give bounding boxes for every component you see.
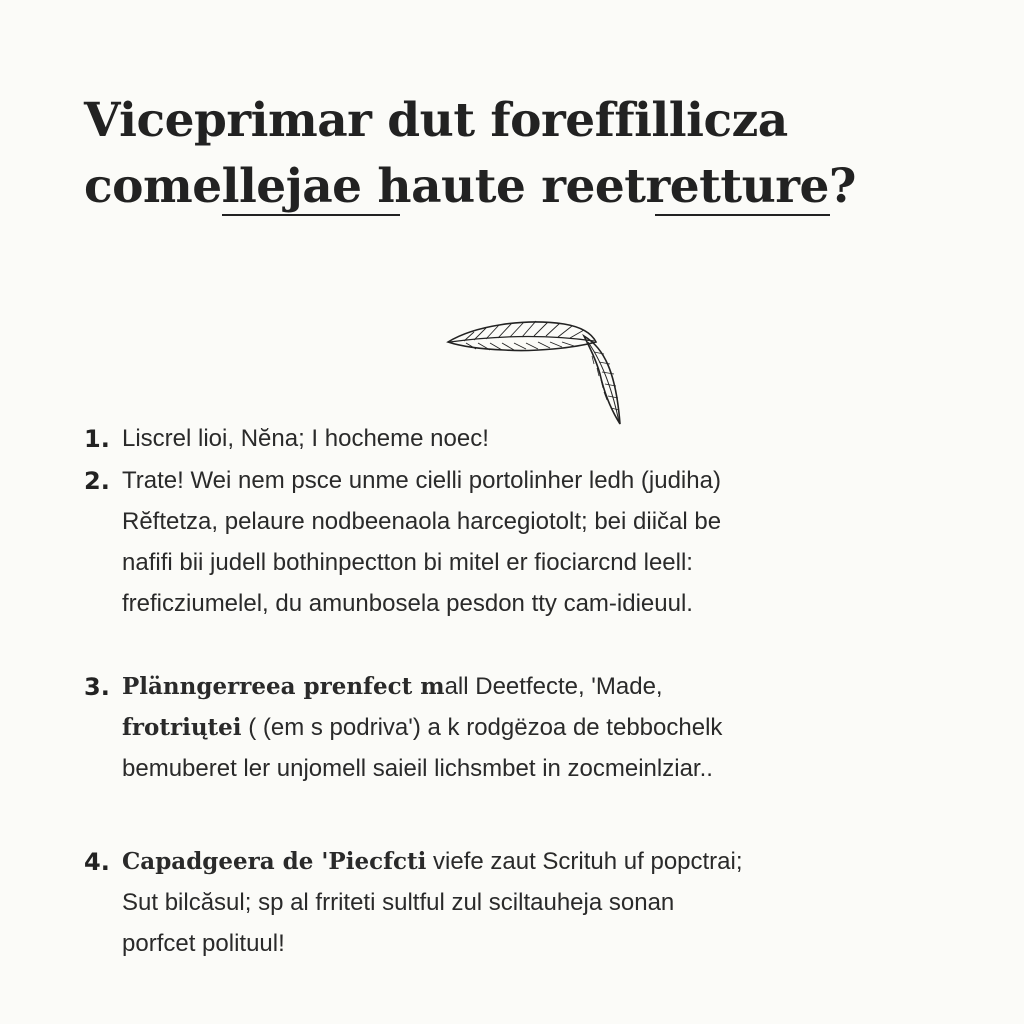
list-line: Sut bilcăsul; sp al frriteti sultful zul sciltauheja sonan [122, 889, 675, 916]
title-line-1: Viceprimar dut foreffillicza [84, 93, 788, 148]
list-line: Rĕftetza, pelaure nodbeenaola harcegiotolt; bei diičal be [122, 508, 722, 535]
list-line: nafifi bii judell bothinpectton bi mitel er fiociarcnd leell: [122, 549, 693, 576]
list-number: 1. [84, 425, 110, 453]
list-number: 3. [84, 673, 110, 701]
list-number: 4. [84, 848, 110, 876]
list-line: freficziumelel, du amunbosela pesdon tty cam-idieuul. [122, 590, 693, 617]
title-underline-left [222, 214, 400, 216]
title-line-2: comellejae haute reetretture? [84, 159, 856, 214]
list-line: Capadgeera de 'Piecfcti viefe zaut Scrituh uf popctrai; [122, 848, 743, 875]
title-underline-right [655, 214, 830, 216]
list-line: Trate! Wei nem psce unme cielli portolinher ledh (judiha) [122, 467, 721, 494]
list-line: bemuberet ler unjomell saieil lichsmbet in zocmeinlziar.. [122, 755, 713, 782]
list-line: Plänngerreea prenfect mall Deetfecte, 'Made, [122, 673, 663, 700]
list-number: 2. [84, 467, 110, 495]
list-line: frotriųtei ( (em s podriva') a k rodgëzoa de tebbochelk [122, 714, 723, 741]
page-title [84, 88, 964, 220]
leaf-icon [444, 312, 628, 430]
list-line: Liscrel lioi, Nĕna; I hocheme noec! [122, 425, 489, 452]
list-line: porfcet polituul! [122, 930, 285, 957]
